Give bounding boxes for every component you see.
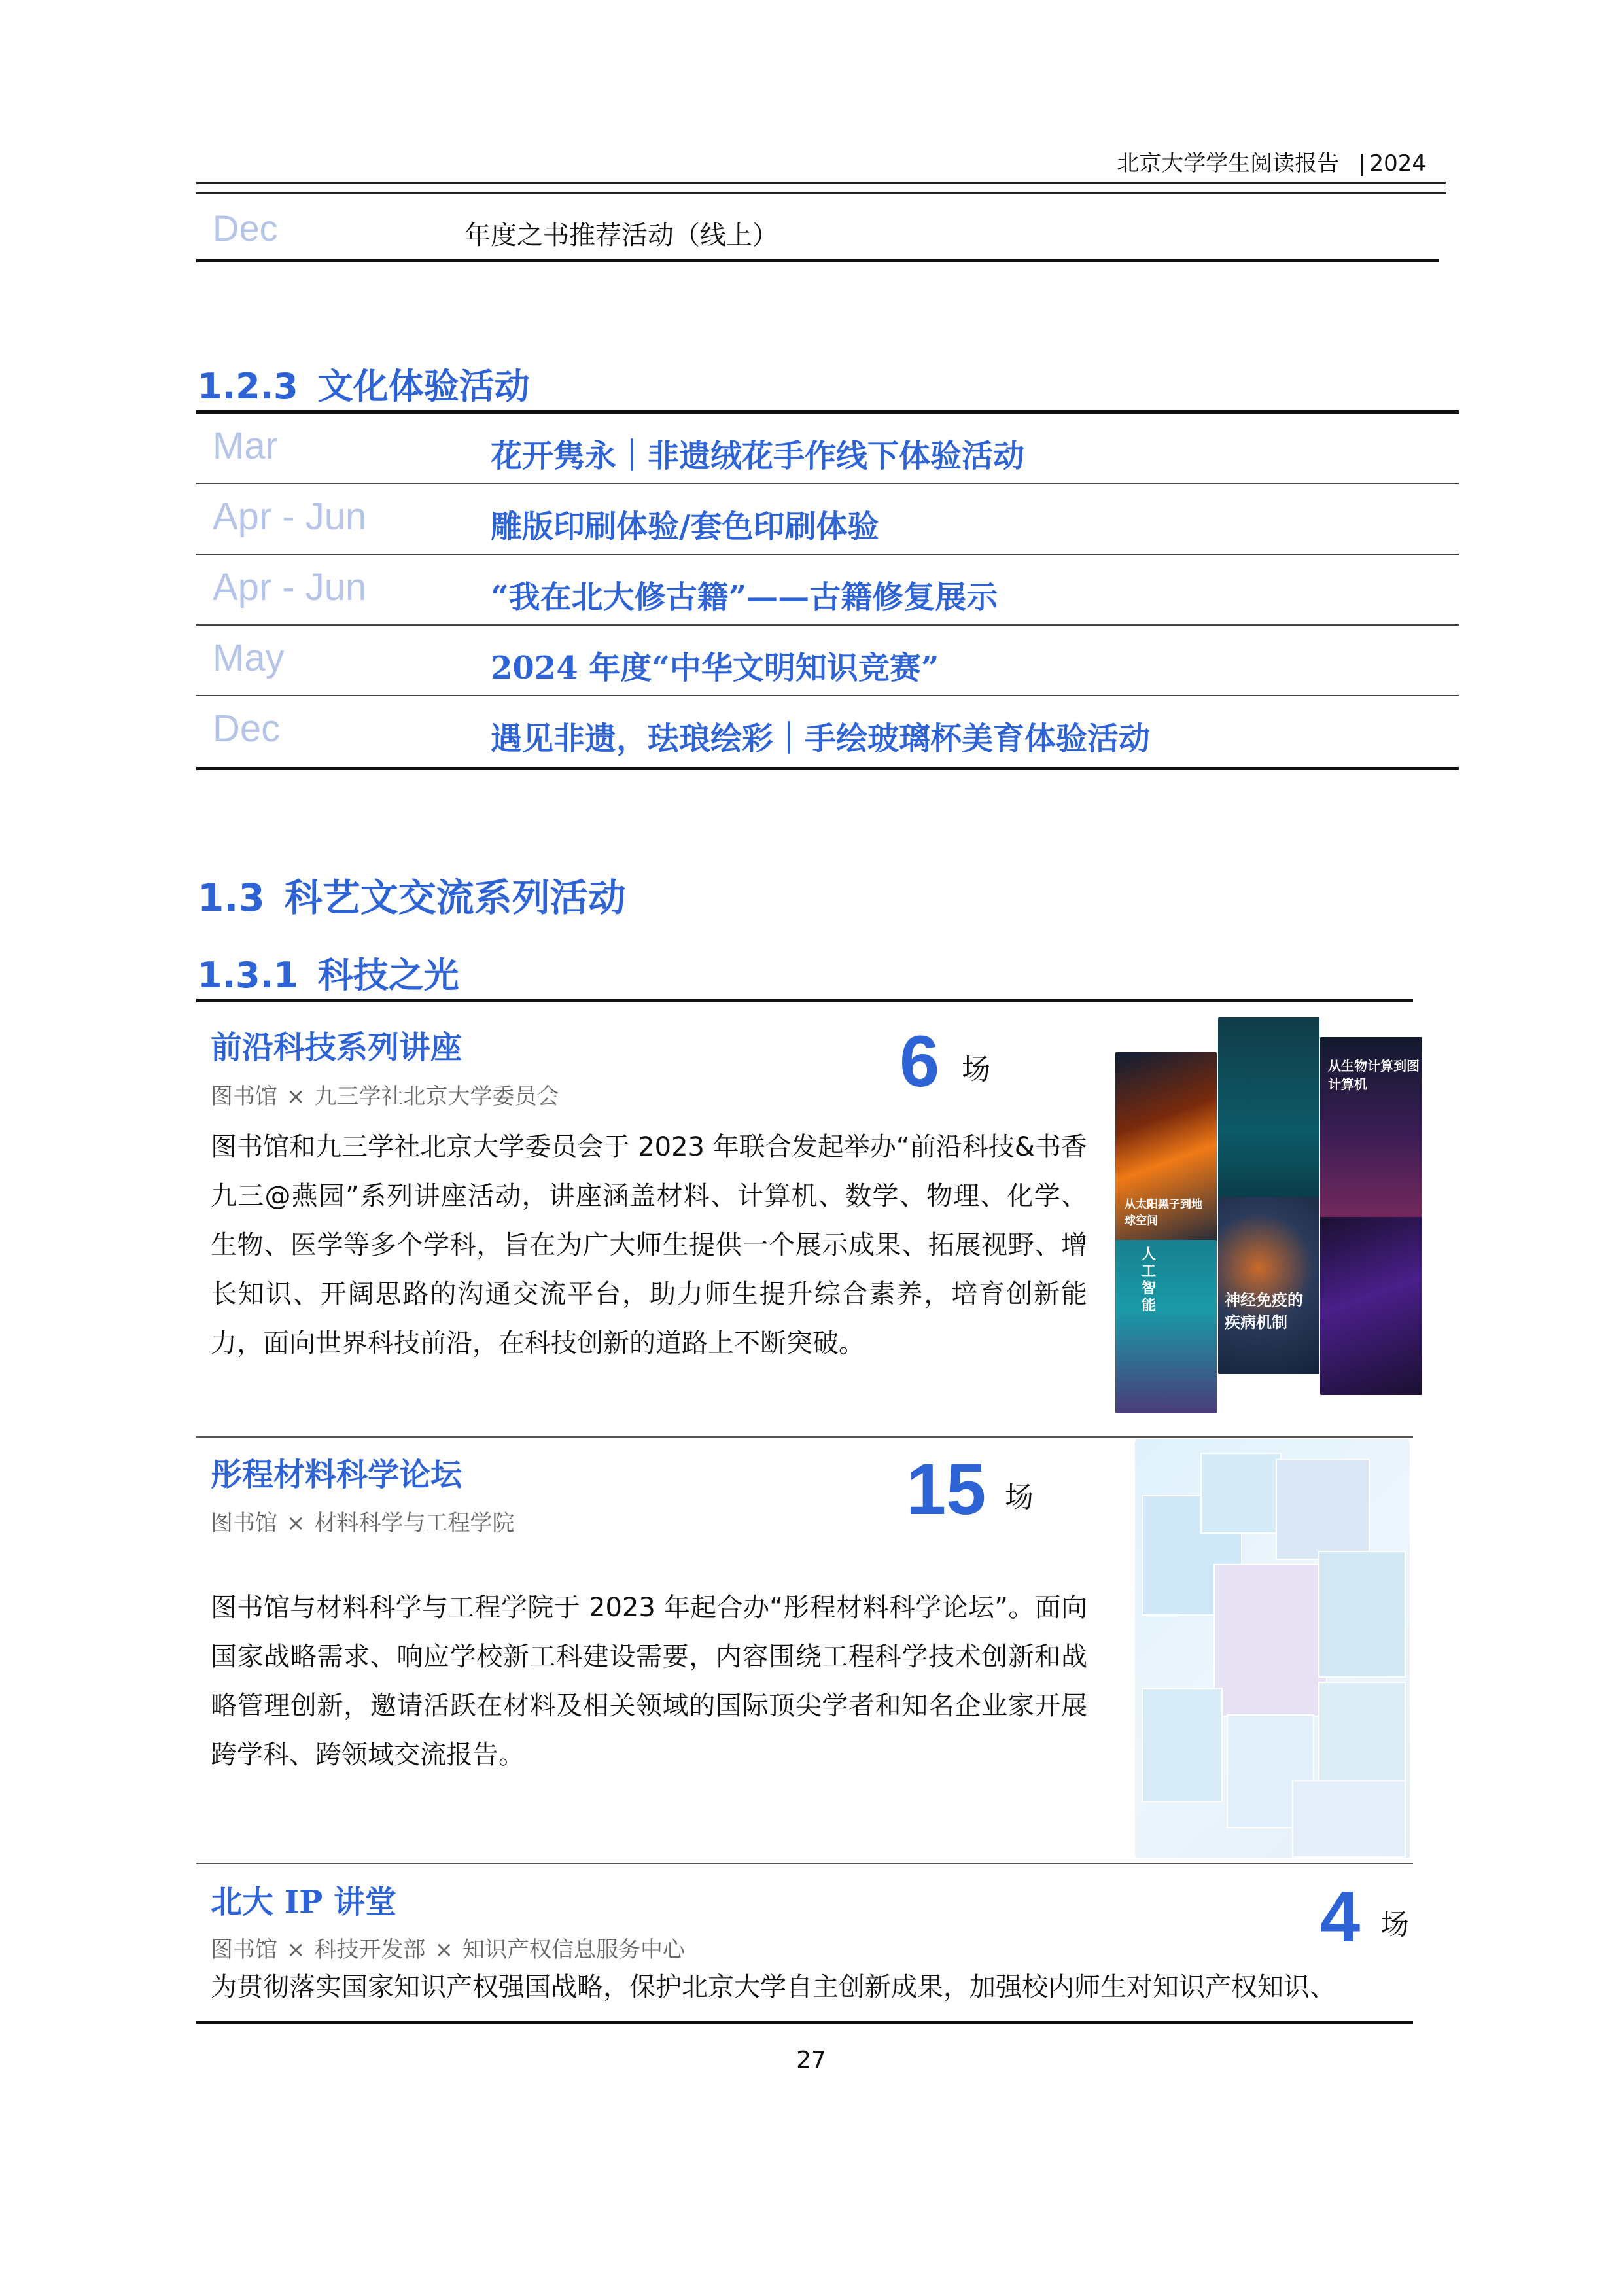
session-unit: 场 [1005, 1481, 1034, 1514]
forum-poster [1318, 1551, 1406, 1678]
lecture-poster [1115, 1052, 1217, 1250]
card-organizers [211, 1078, 559, 1110]
card-title: 前沿科技系列讲座 [211, 1029, 462, 1066]
table-row [196, 696, 1459, 767]
row-month: Mar [213, 425, 278, 467]
session-count: 6 [899, 1021, 940, 1102]
table-row [196, 626, 1459, 696]
header-rule [196, 182, 1446, 184]
separator-icon: × [287, 1084, 305, 1110]
row-activity: “我在北大修古籍”——古籍修复展示 [491, 579, 998, 616]
section-heading-1-3 [198, 867, 626, 922]
row-activity: 雕版印刷体验/套色印刷体验 [491, 508, 879, 545]
table-bottom-rule [196, 767, 1459, 770]
forum-poster [1318, 1682, 1406, 1789]
section-number: 1.2.3 [198, 366, 298, 407]
lecture-poster [1320, 1217, 1422, 1395]
forum-poster [1276, 1459, 1370, 1560]
card-title: 北大 IP 讲堂 [211, 1884, 396, 1920]
session-count: 4 [1320, 1877, 1361, 1957]
organizer: 图书馆 [211, 1084, 277, 1110]
section-heading-1-2-3 [198, 359, 530, 409]
row-activity: 花开隽永｜非遗绒花手作线下体验活动 [491, 438, 1025, 474]
row-month: May [213, 637, 285, 679]
section-heading-1-3-1 [198, 947, 459, 998]
card-divider [196, 1436, 1413, 1438]
forum-poster [1200, 1453, 1282, 1534]
organizer: 图书馆 [211, 1937, 277, 1963]
card-title: 彤程材料科学论坛 [211, 1457, 462, 1493]
card-body: 图书馆与材料科学与工程学院于 2023 年起合办“彤程材料科学论坛”。面向国家战略需求、响应学校新工科建设需要，内容围绕工程科学技术创新和战略管理创新，邀请活跃在材料及相关领域的国际顶尖学者和知名企业家开展跨学科、跨领域交流报告。 [211, 1593, 1087, 1770]
organizer: 图书馆 [211, 1510, 277, 1536]
organizer: 知识产权信息服务中心 [462, 1937, 685, 1963]
row-month: Dec [213, 207, 278, 249]
page-number: 27 [796, 2047, 826, 2074]
separator-icon: × [287, 1937, 305, 1963]
card-organizers [211, 1505, 515, 1537]
page-header [1034, 145, 1426, 177]
poster-title: 从生物计算到图计算机 [1328, 1058, 1420, 1092]
forum-poster [1213, 1564, 1327, 1717]
lecture-poster [1115, 1240, 1217, 1413]
session-unit: 场 [1380, 1908, 1409, 1941]
section-title: 科技之光 [317, 955, 459, 996]
header-year: 2024 [1369, 150, 1426, 177]
forum-poster [1292, 1780, 1406, 1858]
table-bottom-rule [196, 259, 1439, 262]
separator-icon: × [287, 1510, 305, 1536]
row-month: Dec [213, 707, 281, 750]
poster-title: 人工智能 [1142, 1246, 1157, 1314]
session-unit: 场 [962, 1053, 990, 1086]
table-row [196, 555, 1459, 626]
card-organizers [211, 1932, 685, 1964]
row-month: Apr - Jun [213, 566, 367, 609]
session-count: 15 [906, 1449, 986, 1530]
lecture-poster [1320, 1037, 1422, 1227]
row-activity: 2024 年度“中华文明知识竞赛” [491, 650, 939, 686]
header-separator: | [1358, 150, 1366, 177]
card-divider [196, 1863, 1413, 1864]
section-bottom-rule [196, 2021, 1413, 2024]
row-activity: 年度之书推荐活动（线上） [464, 221, 778, 251]
lecture-poster [1218, 1017, 1319, 1207]
section-rule [196, 999, 1413, 1002]
lecture-poster [1218, 1197, 1319, 1374]
card-body: 为贯彻落实国家知识产权强国战略，保护北京大学自主创新成果，加强校内师生对知识产权知识、 [211, 1972, 1336, 2002]
separator-icon: × [434, 1937, 453, 1963]
section-title: 科艺文交流系列活动 [284, 875, 626, 920]
row-activity: 遇见非遗，珐琅绘彩｜手绘玻璃杯美育体验活动 [491, 720, 1151, 757]
organizer: 科技开发部 [314, 1937, 426, 1963]
forum-poster-collage [1135, 1439, 1410, 1858]
table-row [196, 484, 1459, 555]
header-rule-thin [196, 192, 1446, 194]
card-body: 图书馆和九三学社北京大学委员会于 2023 年联合发起举办“前沿科技&书香九三@燕园”系列讲座活动，讲座涵盖材料、计算机、数学、物理、化学、生物、医学等多个学科，旨在为广大师生提供一个展示成果、拓展视野、增长知识、开阔思路的沟通交流平台，助力师生提升综合素养，培育创新能力，面向世界科技前沿，在科技创新的道路上不断突破。 [211, 1132, 1087, 1358]
organizer: 材料科学与工程学院 [314, 1510, 515, 1536]
section-number: 1.3 [198, 875, 265, 920]
header-title: 北京大学学生阅读报告 [1117, 150, 1340, 177]
poster-title: 神经免疫的疾病机制 [1225, 1291, 1303, 1332]
forum-poster [1142, 1688, 1223, 1802]
row-month: Apr - Jun [213, 495, 367, 538]
organizer: 九三学社北京大学委员会 [314, 1084, 559, 1110]
section-number: 1.3.1 [198, 955, 298, 996]
prev-table-row [196, 203, 1439, 262]
table-row [196, 414, 1459, 484]
section-title: 文化体验活动 [317, 366, 530, 407]
poster-title: 从太阳黑子到地球空间 [1125, 1198, 1202, 1227]
